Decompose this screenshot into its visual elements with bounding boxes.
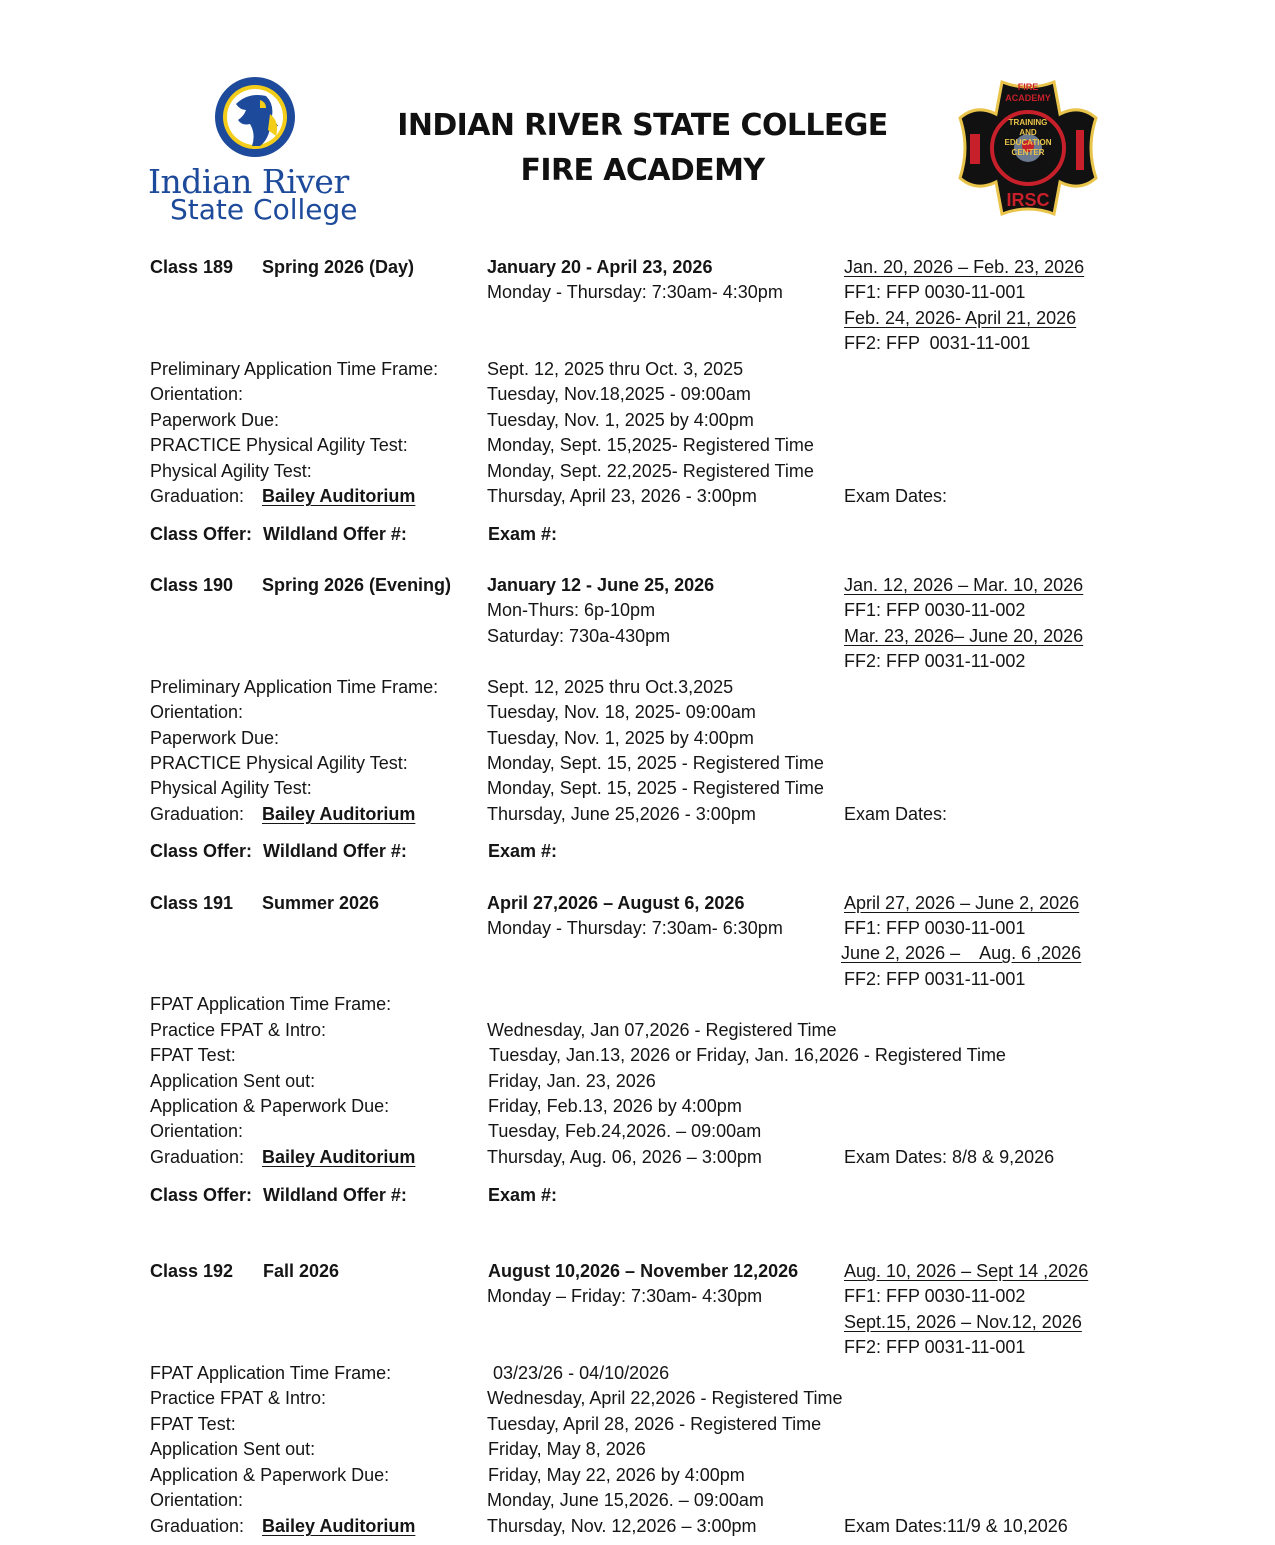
- ff1-dates: Aug. 10, 2026 – Sept 14 ,2026: [844, 1261, 1089, 1281]
- row-value: Wednesday, April 22,2026 - Registered Time: [487, 1388, 843, 1408]
- class-term: Summer 2026: [262, 893, 380, 913]
- row-label: Preliminary Application Time Frame:: [150, 359, 439, 379]
- row-value: Sept. 12, 2025 thru Oct.3,2025: [487, 677, 734, 697]
- graduation-label: Graduation:: [150, 1516, 245, 1536]
- ff1-code: FF1: FFP 0030-11-002: [844, 1286, 1026, 1306]
- row-value: Monday, June 15,2026. – 09:00am: [487, 1490, 764, 1510]
- row-value: Friday, Feb.13, 2026 by 4:00pm: [488, 1096, 742, 1116]
- row-value: Tuesday, Feb.24,2026. – 09:00am: [488, 1121, 762, 1141]
- graduation-date: Thursday, Nov. 12,2026 – 3:00pm: [487, 1516, 757, 1536]
- row-label: Practice FPAT & Intro:: [150, 1388, 327, 1408]
- row-label: Orientation:: [150, 384, 244, 404]
- class-term: Spring 2026 (Evening): [262, 575, 452, 595]
- class-term: Fall 2026: [263, 1261, 340, 1281]
- ff2-dates: Sept.15, 2026 – Nov.12, 2026: [844, 1312, 1082, 1332]
- class-schedule: Mon-Thurs: 6p-10pm: [487, 600, 656, 620]
- fire-academy-badge: [956, 74, 1100, 222]
- ff2-code: FF2: FFP 0031-11-001: [844, 969, 1026, 989]
- graduation-venue: Bailey Auditorium: [262, 1516, 416, 1536]
- class-dates: January 12 - June 25, 2026: [487, 575, 715, 595]
- graduation-label: Graduation:: [150, 804, 245, 824]
- row-value: Wednesday, Jan 07,2026 - Registered Time: [487, 1020, 837, 1040]
- class-dates: August 10,2026 – November 12,2026: [488, 1261, 799, 1281]
- exam-number-label: Exam #:: [488, 841, 558, 861]
- class-number: Class 192: [150, 1261, 234, 1281]
- class-offer-label: Class Offer:: [150, 524, 253, 544]
- ff2-dates: Mar. 23, 2026– June 20, 2026: [844, 626, 1084, 646]
- row-label: Orientation:: [150, 1121, 244, 1141]
- row-label: Paperwork Due:: [150, 410, 280, 430]
- graduation-date: Thursday, Aug. 06, 2026 – 3:00pm: [487, 1147, 762, 1167]
- row-label: Application & Paperwork Due:: [150, 1465, 390, 1485]
- class-schedule: Monday – Friday: 7:30am- 4:30pm: [487, 1286, 763, 1306]
- row-value: Tuesday, Nov. 18, 2025- 09:00am: [487, 702, 756, 722]
- graduation-venue: Bailey Auditorium: [262, 1147, 416, 1167]
- ff1-code: FF1: FFP 0030-11-002: [844, 600, 1026, 620]
- row-label: Application Sent out:: [150, 1439, 316, 1459]
- row-value: Tuesday, Nov. 1, 2025 by 4:00pm: [487, 410, 754, 430]
- row-label: Application Sent out:: [150, 1071, 316, 1091]
- ff1-dates: April 27, 2026 – June 2, 2026: [844, 893, 1080, 913]
- class-schedule: Monday - Thursday: 7:30am- 4:30pm: [487, 282, 783, 302]
- ff2-dates: June 2, 2026 – Aug. 6 ,2026: [841, 943, 1082, 963]
- class-offer-label: Class Offer:: [150, 841, 253, 861]
- class-offer-label: Class Offer:: [150, 1185, 253, 1205]
- row-value: Sept. 12, 2025 thru Oct. 3, 2025: [487, 359, 744, 379]
- badge-top-text: FIRE ACADEMY: [1005, 82, 1051, 103]
- graduation-venue: Bailey Auditorium: [262, 486, 416, 506]
- class-dates: January 20 - April 23, 2026: [487, 257, 713, 277]
- eagle-emblem-icon: [148, 74, 368, 164]
- row-label: PRACTICE Physical Agility Test:: [150, 753, 408, 773]
- row-value: Monday, Sept. 15, 2025 - Registered Time: [487, 778, 824, 798]
- ff1-dates: Jan. 12, 2026 – Mar. 10, 2026: [844, 575, 1084, 595]
- row-label: FPAT Application Time Frame:: [150, 1363, 392, 1383]
- class-schedule: Monday - Thursday: 7:30am- 6:30pm: [487, 918, 783, 938]
- row-value: Monday, Sept. 22,2025- Registered Time: [487, 461, 814, 481]
- row-label: PRACTICE Physical Agility Test:: [150, 435, 408, 455]
- row-label: Orientation:: [150, 702, 244, 722]
- ff1-code: FF1: FFP 0030-11-001: [844, 282, 1026, 302]
- graduation-label: Graduation:: [150, 486, 245, 506]
- row-value: Tuesday, Nov. 1, 2025 by 4:00pm: [487, 728, 754, 748]
- exam-dates: Exam Dates:11/9 & 10,2026: [844, 1516, 1068, 1536]
- row-value: Tuesday, April 28, 2026 - Registered Time: [487, 1414, 822, 1434]
- row-value: Friday, May 22, 2026 by 4:00pm: [488, 1465, 745, 1485]
- row-label: Physical Agility Test:: [150, 461, 312, 481]
- badge-bottom-text: IRSC: [1006, 190, 1050, 210]
- graduation-label: Graduation:: [150, 1147, 245, 1167]
- row-label: Orientation:: [150, 1490, 244, 1510]
- ff2-code: FF2: FFP 0031-11-002: [844, 651, 1026, 671]
- row-value: Tuesday, Jan.13, 2026 or Friday, Jan. 16,2026 - Registered Time: [489, 1045, 1006, 1065]
- class-term: Spring 2026 (Day): [262, 257, 415, 277]
- wildland-offer-label: Wildland Offer #:: [263, 841, 407, 861]
- exam-number-label: Exam #:: [488, 1185, 558, 1205]
- graduation-venue: Bailey Auditorium: [262, 804, 416, 824]
- row-label: FPAT Application Time Frame:: [150, 994, 392, 1014]
- wildland-offer-label: Wildland Offer #:: [263, 524, 407, 544]
- ff1-code: FF1: FFP 0030-11-001: [844, 918, 1026, 938]
- logo-text-line2: State College: [170, 193, 358, 226]
- exam-dates: Exam Dates:: [844, 804, 948, 824]
- class-number: Class 190: [150, 575, 234, 595]
- wildland-offer-label: Wildland Offer #:: [263, 1185, 407, 1205]
- row-value: Friday, May 8, 2026: [488, 1439, 646, 1459]
- row-value: Monday, Sept. 15, 2025 - Registered Time: [487, 753, 824, 773]
- logo-text-line1: Indian River: [148, 162, 349, 201]
- row-value: 03/23/26 - 04/10/2026: [488, 1363, 670, 1383]
- class-number: Class 191: [150, 893, 234, 913]
- row-label: FPAT Test:: [150, 1414, 236, 1434]
- class-schedule: Saturday: 730a-430pm: [487, 626, 671, 646]
- row-label: Practice FPAT & Intro:: [150, 1020, 327, 1040]
- graduation-date: Thursday, April 23, 2026 - 3:00pm: [487, 486, 757, 506]
- graduation-date: Thursday, June 25,2026 - 3:00pm: [487, 804, 756, 824]
- row-value: Friday, Jan. 23, 2026: [488, 1071, 656, 1091]
- row-label: Physical Agility Test:: [150, 778, 312, 798]
- row-label: Paperwork Due:: [150, 728, 280, 748]
- row-label: FPAT Test:: [150, 1045, 236, 1065]
- class-dates: April 27,2026 – August 6, 2026: [487, 893, 745, 913]
- page-title-line1: INDIAN RIVER STATE COLLEGE: [397, 108, 888, 143]
- exam-dates: Exam Dates: 8/8 & 9,2026: [844, 1147, 1055, 1167]
- page-title-line2: FIRE ACADEMY: [520, 153, 765, 188]
- class-number: Class 189: [150, 257, 234, 277]
- row-label: Application & Paperwork Due:: [150, 1096, 390, 1116]
- row-value: Tuesday, Nov.18,2025 - 09:00am: [487, 384, 751, 404]
- ff2-code: FF2: FFP 0031-11-001: [844, 1337, 1026, 1357]
- irsc-logo: [148, 74, 368, 229]
- ff2-code: FF2: FFP 0031-11-001: [844, 333, 1031, 353]
- exam-dates: Exam Dates:: [844, 486, 948, 506]
- ff2-dates: Feb. 24, 2026- April 21, 2026: [844, 308, 1077, 328]
- badge-ring-text: TRAINING AND EDUCATION CENTER: [1004, 118, 1052, 157]
- ff1-dates: Jan. 20, 2026 – Feb. 23, 2026: [844, 257, 1085, 277]
- row-value: Monday, Sept. 15,2025- Registered Time: [487, 435, 814, 455]
- exam-number-label: Exam #:: [488, 524, 558, 544]
- row-label: Preliminary Application Time Frame:: [150, 677, 439, 697]
